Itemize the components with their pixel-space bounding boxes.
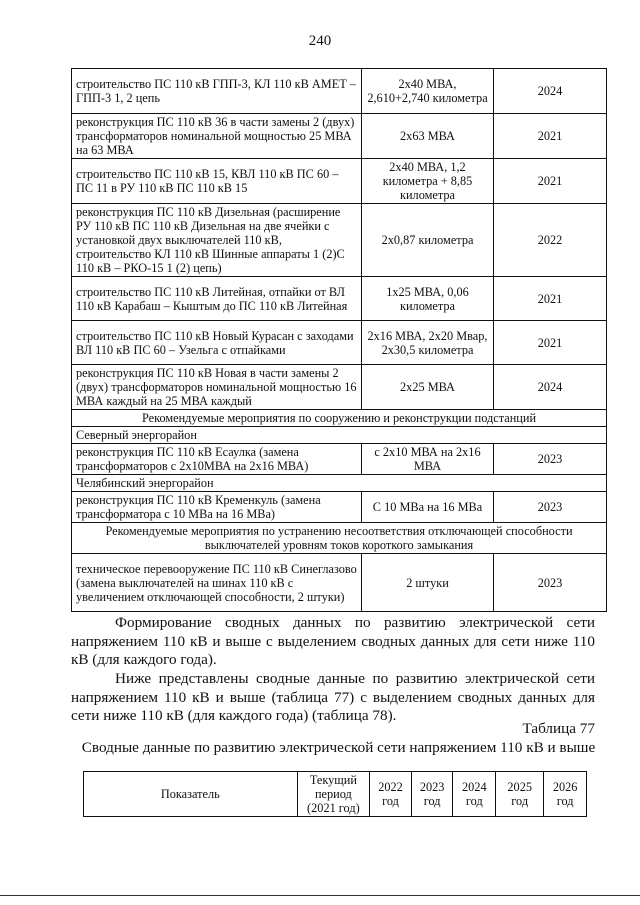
- year-cell: 2024: [494, 69, 607, 114]
- capacity-cell: 2 штуки: [362, 554, 494, 612]
- table-row: [72, 114, 607, 159]
- region-heading-cell: Челябинский энергорайон: [72, 475, 607, 492]
- capacity-cell: 1х25 МВА, 0,06 километра: [362, 277, 494, 321]
- section-heading-cell: Рекомендуемые мероприятия по сооружению и реконструкции подстанций: [72, 410, 607, 427]
- year-cell: 2021: [494, 277, 607, 321]
- year-cell: 2024: [494, 365, 607, 410]
- table-caption: Таблица 77: [522, 720, 595, 737]
- capacity-cell: 2х16 МВА, 2х20 Мвар, 2х30,5 километра: [362, 321, 494, 365]
- table-row: [72, 492, 607, 523]
- table-row: [72, 277, 607, 321]
- measure-name-cell: реконструкция ПС 110 кВ Есаулка (замена трансформаторов с 2х10МВА на 2х16 МВА): [72, 444, 362, 475]
- measure-name-cell: реконструкция ПС 110 кВ Кременкуль (замена трансформатора с 10 МВа на 16 МВа): [72, 492, 362, 523]
- header-year-2022: 2022 год: [370, 772, 412, 817]
- year-cell: 2021: [494, 159, 607, 204]
- year-cell: 2023: [494, 554, 607, 612]
- footer-rule: [0, 895, 640, 896]
- region-heading-cell: Северный энергорайон: [72, 427, 607, 444]
- table-row: [72, 321, 607, 365]
- capacity-cell: 2х63 МВА: [362, 114, 494, 159]
- paragraph-summary-heading: Формирование сводных данных по развитию электрической сети напряжением 110 кВ и выше с выделением сводных данных для сети ниже 110 кВ (для каждого года).: [71, 614, 595, 669]
- measure-name-cell: строительство ПС 110 кВ 15, КВЛ 110 кВ ПС 60 – ПС 11 в РУ 110 кВ ПС 110 кВ 15: [72, 159, 362, 204]
- header-indicator: Показатель: [84, 772, 298, 817]
- summary-table: [83, 771, 587, 817]
- year-cell: 2023: [494, 444, 607, 475]
- measure-name-cell: реконструкция ПС 110 кВ Новая в части замены 2 (двух) трансформаторов номинальной мощностью 16 МВА каждый на 25 МВА каждый: [72, 365, 362, 410]
- summary-table-header-row: [84, 772, 587, 817]
- measure-name-cell: реконструкция ПС 110 кВ 36 в части замены 2 (двух) трансформаторов номинальной мощностью 25 МВА на 63 МВА: [72, 114, 362, 159]
- header-current-period: Текущий период (2021 год): [297, 772, 370, 817]
- table-row: [72, 444, 607, 475]
- capacity-cell: 2х25 МВА: [362, 365, 494, 410]
- year-cell: 2021: [494, 114, 607, 159]
- capacity-cell: 2х0,87 километра: [362, 204, 494, 277]
- table-row: [72, 69, 607, 114]
- year-cell: 2023: [494, 492, 607, 523]
- year-cell: 2022: [494, 204, 607, 277]
- table-row: [72, 427, 607, 444]
- header-year-2023: 2023 год: [411, 772, 453, 817]
- header-year-2024: 2024 год: [453, 772, 496, 817]
- table-row: [72, 475, 607, 492]
- table-row: [72, 365, 607, 410]
- capacity-cell: 2х40 МВА, 1,2 километра + 8,85 километра: [362, 159, 494, 204]
- measure-name-cell: строительство ПС 110 кВ Новый Курасан с заходами ВЛ 110 кВ ПС 60 – Узельга с отпайками: [72, 321, 362, 365]
- capacity-cell: 2х40 МВА, 2,610+2,740 километра: [362, 69, 494, 114]
- table-row: [72, 159, 607, 204]
- measure-name-cell: реконструкция ПС 110 кВ Дизельная (расширение РУ 110 кВ ПС 110 кВ Дизельная на две ячейки с установкой двух выключателей 110 кВ, строительство КЛ 110 кВ Шинные аппараты 1 (2)С 110 кВ – РКО-15 1 (2) цепь): [72, 204, 362, 277]
- capacity-cell: с 2х10 МВА на 2х16 МВА: [362, 444, 494, 475]
- table-title: Сводные данные по развитию электрической сети напряжением 110 кВ и выше: [81, 739, 596, 756]
- measure-name-cell: строительство ПС 110 кВ ГПП-3, КЛ 110 кВ АМЕТ – ГПП-3 1, 2 цепь: [72, 69, 362, 114]
- table-row: [72, 410, 607, 427]
- measures-table: [71, 68, 607, 612]
- year-cell: 2021: [494, 321, 607, 365]
- paragraph-summary-intro: Ниже представлены сводные данные по развитию электрической сети напряжением 110 кВ и выше (таблица 77) с выделением сводных данных для сети ниже 110 кВ (для каждого года) (таблица 78).: [71, 670, 595, 725]
- header-year-2025: 2025 год: [496, 772, 544, 817]
- measure-name-cell: строительство ПС 110 кВ Литейная, отпайки от ВЛ 110 кВ Карабаш – Кыштым до ПС 110 кВ Литейная: [72, 277, 362, 321]
- section-heading-cell: Рекомендуемые мероприятия по устранению несоответствия отключающей способности выключателей уровням токов короткого замыкания: [72, 523, 607, 554]
- table-row: [72, 554, 607, 612]
- page-number: 240: [308, 33, 332, 49]
- table-row: [72, 204, 607, 277]
- measure-name-cell: техническое перевооружение ПС 110 кВ Синеглазово (замена выключателей на шинах 110 кВ с увеличением отключающей способности, 2 штуки): [72, 554, 362, 612]
- header-year-2026: 2026 год: [544, 772, 587, 817]
- table-row: [72, 523, 607, 554]
- capacity-cell: С 10 МВа на 16 МВа: [362, 492, 494, 523]
